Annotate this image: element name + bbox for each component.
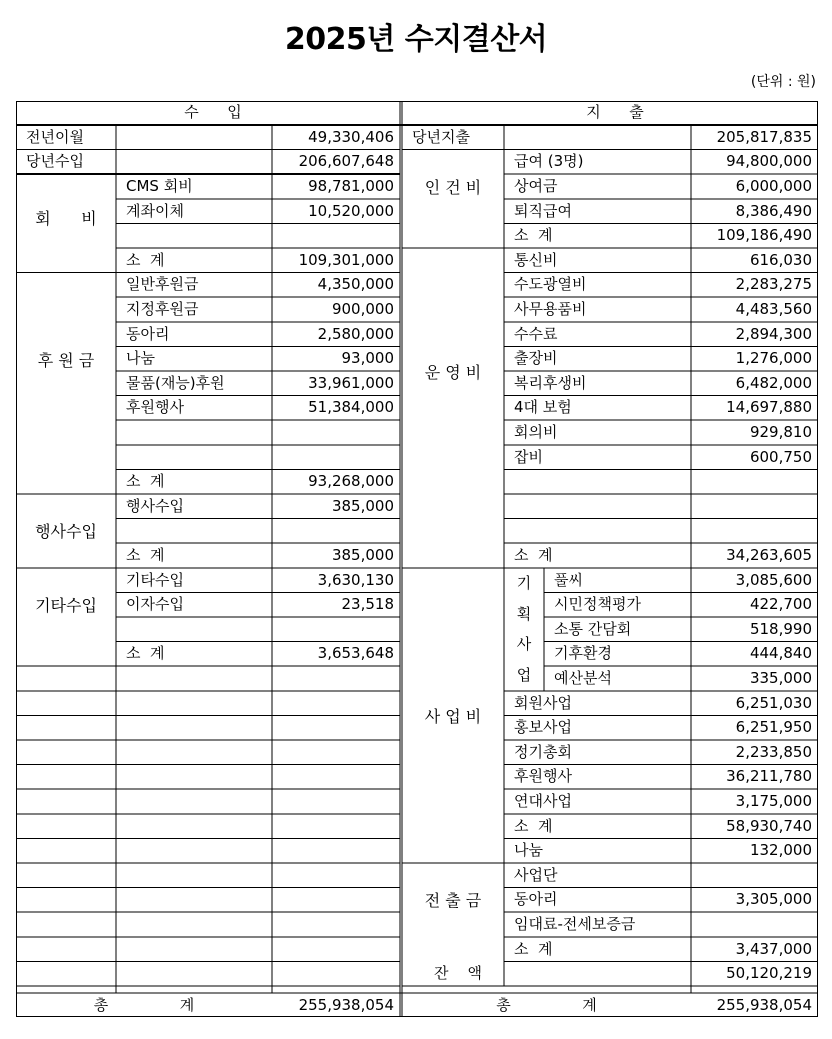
transfer-item-amount: 3,305,000 <box>735 890 812 909</box>
membership-subtotal-label: 소 계 <box>126 250 165 269</box>
operating-item-amount: 6,482,000 <box>735 373 812 392</box>
event-item-label: 행사수입 <box>126 496 184 515</box>
operating-item-label: 수도광열비 <box>514 275 587 294</box>
donation-item-amount: 2,580,000 <box>317 324 394 343</box>
operating-item-label: 잡비 <box>514 447 543 466</box>
transfer-item-label: 나눔 <box>514 841 543 860</box>
transfer-item-amount <box>691 864 812 887</box>
membership-item-amount: 98,781,000 <box>308 177 394 195</box>
donation-item-label: 일반후원금 <box>126 275 199 294</box>
page-title: 2025년 수지결산서 <box>284 22 548 57</box>
project-subtotal-label: 소 계 <box>514 816 553 835</box>
operating-item-amount: 14,697,880 <box>726 398 812 417</box>
transfer-item-label: 사업단 <box>514 865 558 884</box>
personnel-item-label: 퇴직급여 <box>514 201 572 220</box>
event-subtotal-label: 소 계 <box>126 546 165 564</box>
income-total-amount: 255,938,054 <box>298 995 394 1014</box>
other-income-item-amount: 23,518 <box>341 595 394 614</box>
membership-group-label: 회 비 <box>35 208 97 228</box>
event-subtotal: 385,000 <box>331 546 394 564</box>
transfer-item-amount <box>691 913 812 936</box>
planning-item-label: 시민정책평가 <box>554 595 641 614</box>
personnel-item-amount: 94,800,000 <box>726 152 812 171</box>
project-item-amount: 2,233,850 <box>735 742 812 761</box>
other-income-item-label: 이자수입 <box>126 595 184 614</box>
personnel-item-amount: 6,000,000 <box>735 177 812 195</box>
planning-vertical-char: 획 <box>516 604 532 623</box>
donation-item-label: 동아리 <box>126 324 170 343</box>
donation-item-label: 지정후원금 <box>126 300 199 318</box>
current-expense-amount: 205,817,835 <box>716 127 812 146</box>
donation-item-amount: 93,000 <box>341 349 394 368</box>
planning-item-amount: 335,000 <box>749 669 812 687</box>
operating-item-label: 출장비 <box>514 349 558 368</box>
donation-item-amount: 51,384,000 <box>308 398 394 417</box>
personnel-subtotal: 109,186,490 <box>716 226 812 245</box>
expense-total-amount: 255,938,054 <box>716 995 812 1014</box>
donation-item-label: 물품(재능)후원 <box>126 373 225 392</box>
project-item-label: 홍보사업 <box>514 718 572 737</box>
operating-group-label: 운 영 비 <box>424 363 482 383</box>
current-income-amount: 206,607,648 <box>298 152 394 171</box>
project-item-amount: 6,251,030 <box>735 693 812 712</box>
operating-item-amount: 600,750 <box>749 447 812 466</box>
project-group-label: 사 업 비 <box>424 706 482 726</box>
planning-item-label: 풀씨 <box>554 570 583 589</box>
prev-balance-label: 전년이월 <box>26 127 84 146</box>
balance-label: 잔 액 <box>433 964 483 983</box>
operating-item-label: 사무용품비 <box>514 300 587 318</box>
planning-item-label: 소통 간담회 <box>554 619 632 638</box>
planning-item-label: 예산분석 <box>554 669 612 687</box>
transfer-item-label: 임대료-전세보증금 <box>514 915 636 933</box>
other-income-group-label: 기타수입 <box>35 596 97 616</box>
unit-note: (단위 : 원) <box>750 74 816 90</box>
donation-item-amount: 900,000 <box>331 300 394 318</box>
transfer-group-label: 전 출 금 <box>424 891 482 911</box>
planning-vertical-char: 업 <box>516 666 532 685</box>
planning-item-label: 기후환경 <box>554 644 612 663</box>
balance-amount: 50,120,219 <box>726 964 812 983</box>
personnel-group-label: 인 건 비 <box>424 178 482 198</box>
donation-item-label: 나눔 <box>126 349 155 368</box>
operating-subtotal-label: 소 계 <box>514 546 553 564</box>
operating-item-label: 수수료 <box>514 324 558 343</box>
project-item-amount: 36,211,780 <box>726 767 812 786</box>
prev-balance-amount: 49,330,406 <box>308 127 394 146</box>
project-subtotal: 58,930,740 <box>726 816 812 835</box>
membership-item-label: CMS 회비 <box>126 177 193 195</box>
operating-item-label: 4대 보험 <box>514 398 572 417</box>
donation-group-label: 후 원 금 <box>37 350 95 370</box>
personnel-item-label: 급여 (3명) <box>514 152 584 171</box>
operating-item-label: 통신비 <box>514 250 558 269</box>
expense-header: 지 출 <box>586 103 644 122</box>
transfer-item-amount: 132,000 <box>749 841 812 860</box>
income-header: 수 입 <box>184 103 242 122</box>
event-group-label: 행사수입 <box>35 522 97 542</box>
current-income-label: 당년수입 <box>26 152 84 171</box>
settlement-table <box>16 101 818 1017</box>
donation-item-amount: 4,350,000 <box>317 275 394 294</box>
operating-item-label: 회의비 <box>514 423 558 441</box>
income-total-label: 총 계 <box>93 995 195 1014</box>
donation-item-amount: 33,961,000 <box>308 373 394 392</box>
other-income-item-label: 기타수입 <box>126 570 184 589</box>
membership-item-amount: 10,520,000 <box>308 201 394 220</box>
donation-subtotal: 93,268,000 <box>308 472 394 491</box>
operating-item-amount: 1,276,000 <box>735 349 812 368</box>
project-item-amount: 3,175,000 <box>735 792 812 810</box>
transfer-item-label: 동아리 <box>514 890 558 909</box>
other-income-subtotal: 3,653,648 <box>317 644 394 663</box>
event-item-amount: 385,000 <box>331 496 394 515</box>
project-item-amount: 6,251,950 <box>735 718 812 737</box>
planning-item-amount: 3,085,600 <box>735 570 812 589</box>
personnel-subtotal-label: 소 계 <box>514 226 553 245</box>
operating-item-amount: 2,894,300 <box>735 324 812 343</box>
operating-item-amount: 616,030 <box>749 250 812 269</box>
operating-item-amount: 929,810 <box>749 423 812 441</box>
planning-item-amount: 444,840 <box>749 644 812 663</box>
planning-vertical-char: 기 <box>516 573 532 592</box>
membership-item-label: 계좌이체 <box>126 201 184 220</box>
personnel-item-amount: 8,386,490 <box>735 201 812 220</box>
donation-item-label: 후원행사 <box>126 398 184 417</box>
current-expense-label: 당년지출 <box>412 127 470 146</box>
project-item-label: 후원행사 <box>514 767 572 786</box>
membership-subtotal: 109,301,000 <box>298 250 394 269</box>
operating-subtotal: 34,263,605 <box>726 546 812 564</box>
planning-vertical-char: 사 <box>516 635 532 654</box>
other-income-subtotal-label: 소 계 <box>126 644 165 663</box>
operating-item-amount: 4,483,560 <box>735 300 812 318</box>
project-item-label: 정기총회 <box>514 742 572 761</box>
expense-total-label: 총 계 <box>496 995 597 1014</box>
other-income-item-amount: 3,630,130 <box>317 570 394 589</box>
project-item-label: 회원사업 <box>514 693 572 712</box>
transfer-subtotal: 3,437,000 <box>735 939 812 958</box>
planning-item-amount: 422,700 <box>749 595 812 614</box>
transfer-subtotal-label: 소 계 <box>514 939 553 958</box>
donation-subtotal-label: 소 계 <box>126 472 165 491</box>
personnel-item-label: 상여금 <box>514 177 558 195</box>
project-item-label: 연대사업 <box>514 792 572 810</box>
operating-item-label: 복리후생비 <box>514 373 587 392</box>
planning-item-amount: 518,990 <box>749 619 812 638</box>
operating-item-amount: 2,283,275 <box>735 275 812 294</box>
